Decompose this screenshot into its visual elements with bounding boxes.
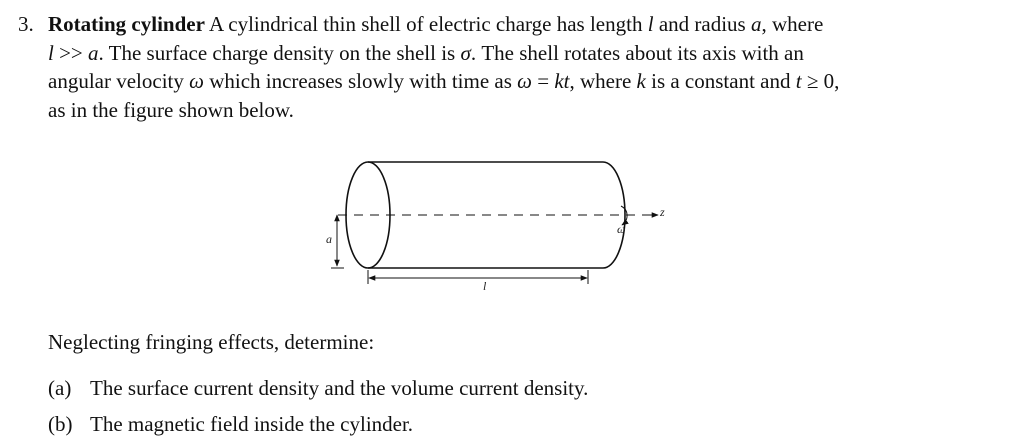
math-symbol: a bbox=[750, 12, 762, 36]
problem-line-4 bbox=[48, 96, 1008, 125]
part-a bbox=[48, 376, 588, 401]
text-run: . The surface charge density on the shell is bbox=[98, 40, 461, 65]
text-run: is a constant and bbox=[645, 69, 796, 93]
part-b-label: (b) bbox=[48, 412, 73, 436]
text-run: = bbox=[531, 69, 555, 93]
math-symbol: l bbox=[48, 40, 54, 65]
problem-line-2 bbox=[48, 39, 1008, 68]
part-a-text: The surface current density and the volume current density. bbox=[90, 376, 589, 400]
text-run: ≥ 0, bbox=[801, 69, 840, 93]
part-b bbox=[48, 412, 413, 437]
text-run: , where bbox=[761, 12, 824, 36]
z-axis-label: z bbox=[660, 205, 665, 219]
math-symbol: k bbox=[636, 69, 646, 93]
problem-paragraph bbox=[48, 10, 1008, 124]
cylinder-left-end bbox=[346, 162, 390, 268]
text-run: >> bbox=[53, 40, 89, 65]
omega-label: ω bbox=[617, 222, 626, 236]
math-symbol: kt bbox=[554, 69, 570, 93]
problem-title: Rotating cylinder bbox=[48, 12, 205, 36]
text-run: which increases slowly with time as bbox=[203, 69, 518, 93]
text-run: and radius bbox=[653, 12, 751, 36]
math-symbol: l bbox=[647, 12, 654, 36]
math-symbol: a bbox=[88, 40, 99, 65]
math-symbol: ω bbox=[189, 69, 204, 93]
math-symbol: ω bbox=[517, 69, 532, 93]
cylinder-figure bbox=[320, 152, 680, 300]
part-a-label: (a) bbox=[48, 376, 72, 400]
text-run: A cylindrical thin shell of electric charge has length bbox=[204, 12, 648, 36]
math-symbol: t bbox=[795, 69, 802, 93]
question-prompt: Neglecting fringing effects, determine: bbox=[48, 330, 375, 354]
radius-label: a bbox=[326, 232, 332, 246]
math-symbol: σ bbox=[460, 40, 471, 65]
text-run: as in the figure shown below. bbox=[48, 97, 294, 122]
text-run: , where bbox=[569, 69, 637, 93]
text-run: angular velocity bbox=[48, 69, 190, 93]
part-b-text: The magnetic field inside the cylinder. bbox=[90, 412, 414, 436]
problem-number: 3. bbox=[18, 12, 34, 36]
text-run: . The shell rotates about its axis with an bbox=[470, 40, 804, 65]
cylinder-diagram bbox=[320, 152, 680, 300]
problem-line-1 bbox=[48, 10, 1008, 39]
length-label: l bbox=[483, 279, 487, 293]
problem-line-3 bbox=[48, 67, 1008, 96]
